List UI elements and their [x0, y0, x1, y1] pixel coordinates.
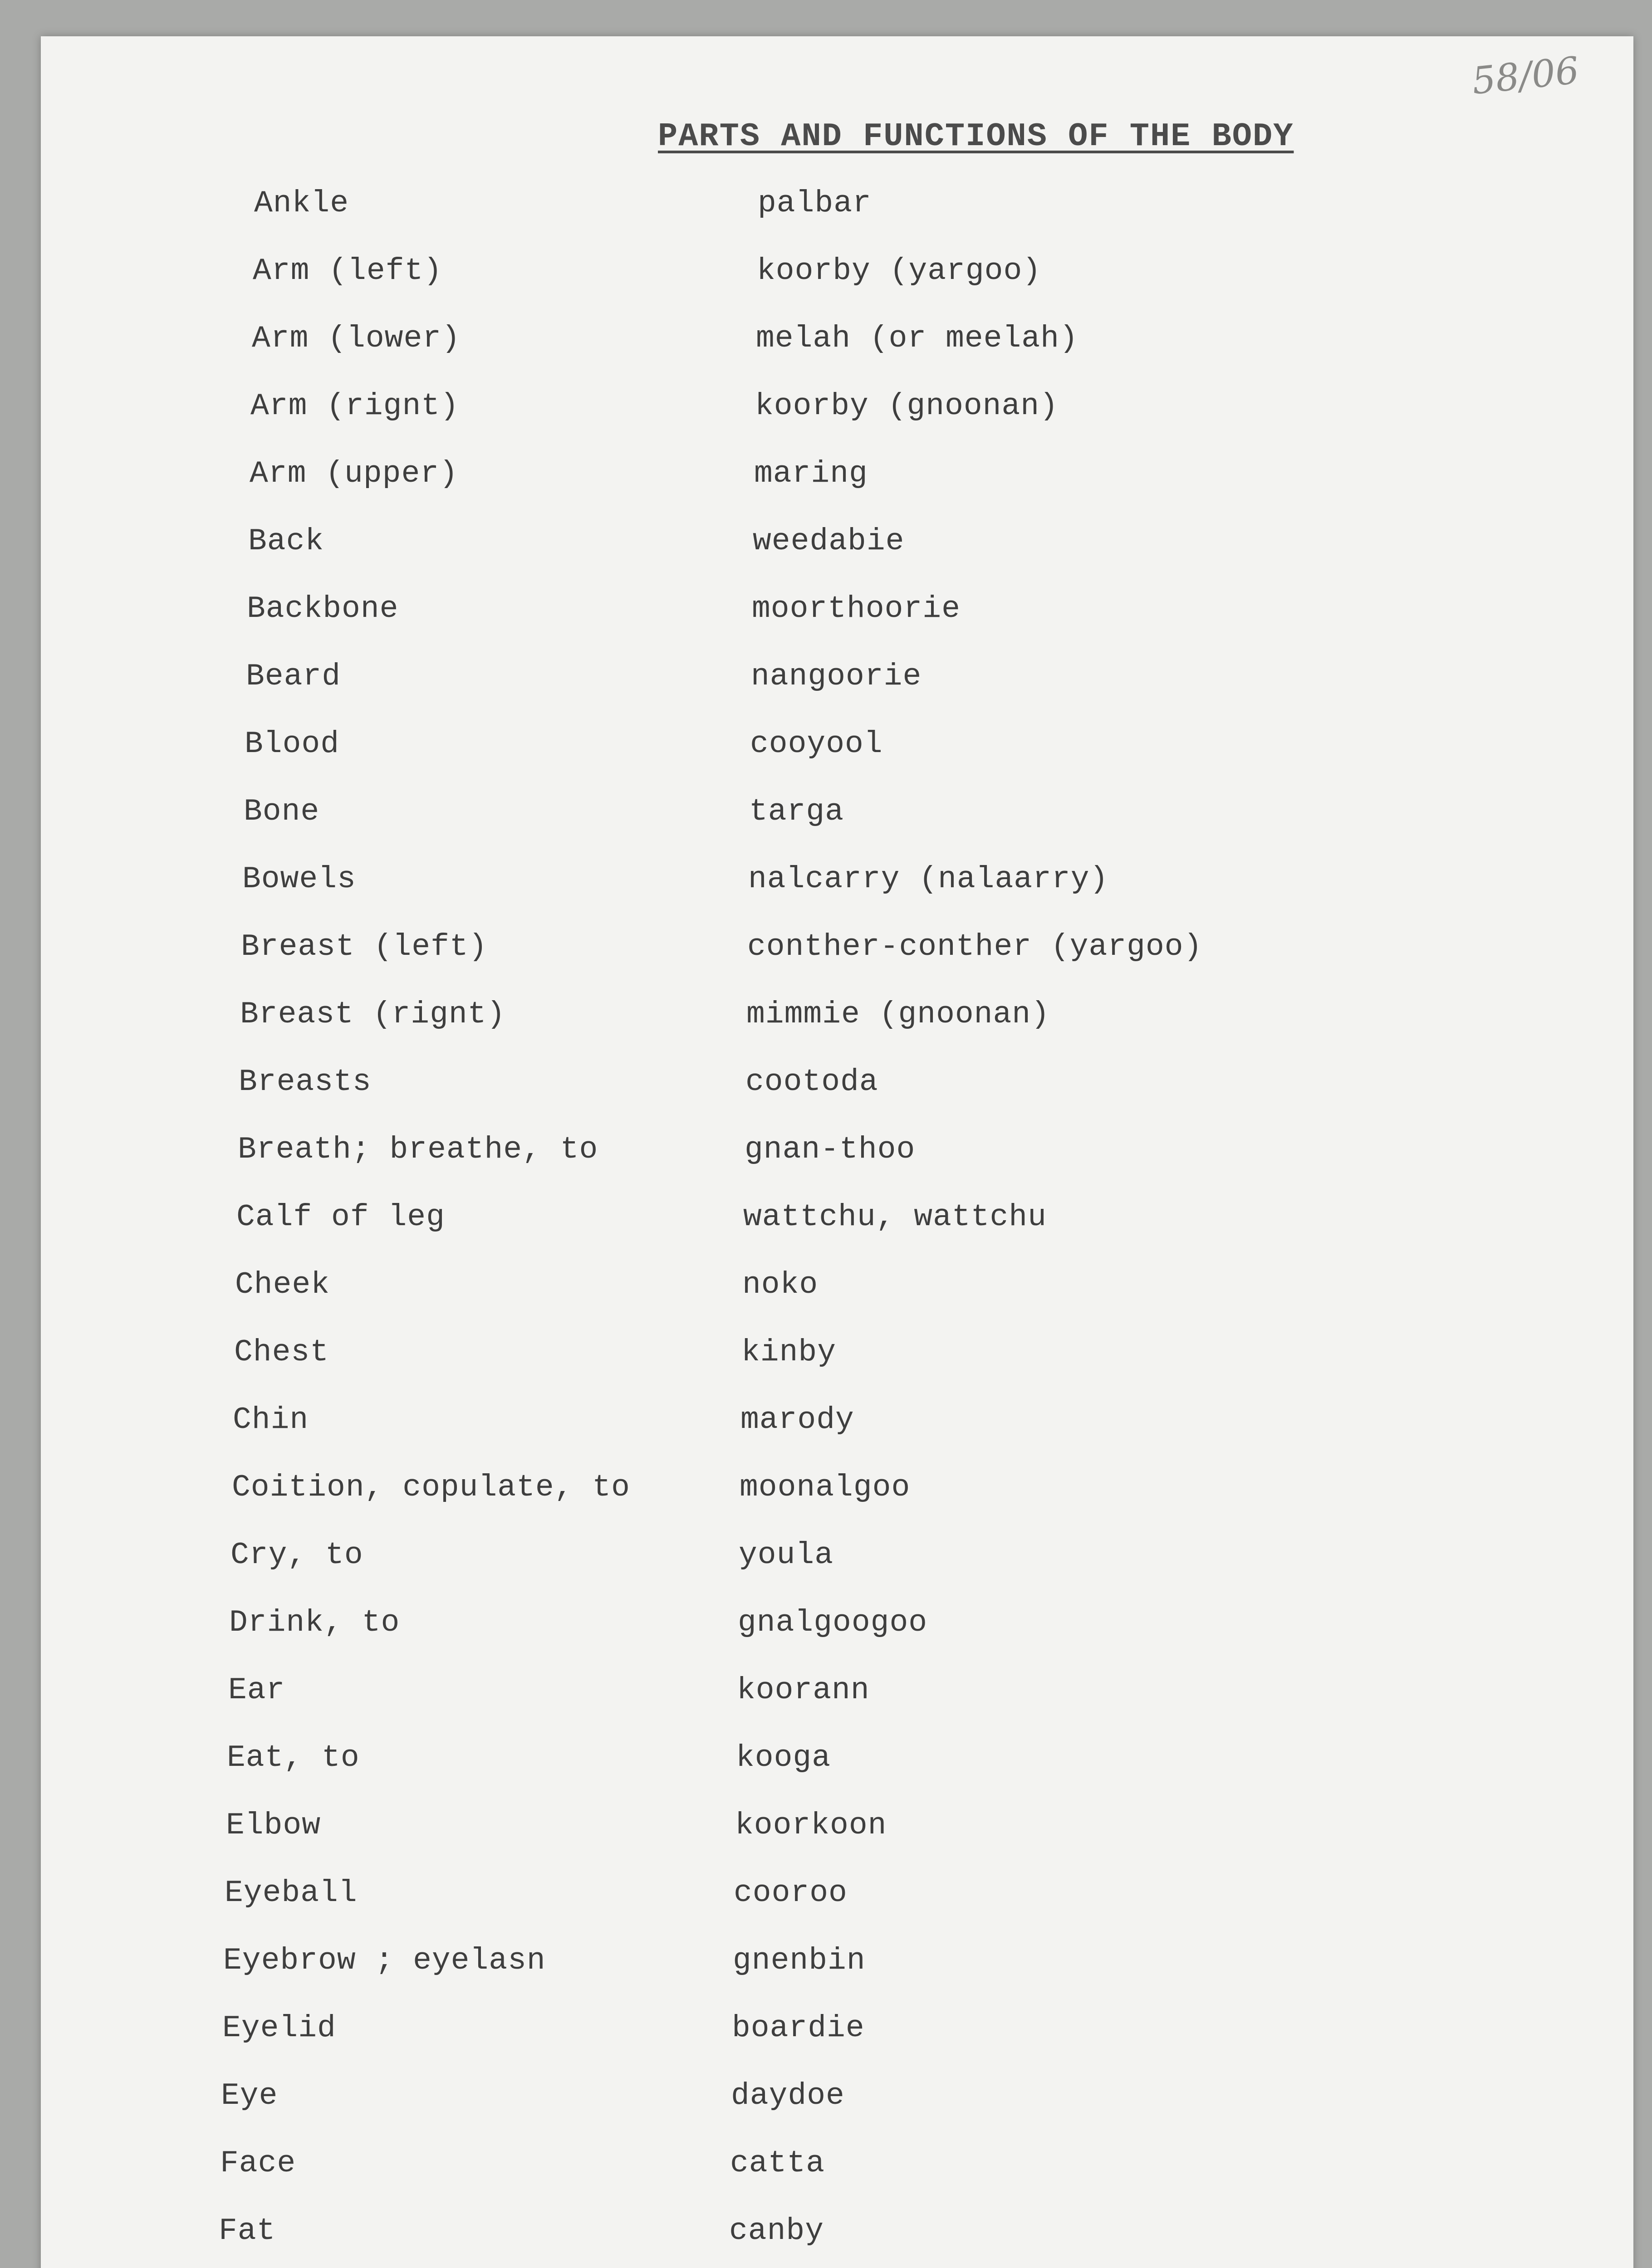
folio-number: 58/06: [1470, 49, 1581, 103]
list-item: [41, 1335, 1633, 1385]
english-term: Cry, to: [230, 1538, 363, 1573]
native-word: kooga: [736, 1740, 831, 1775]
list-item: [41, 997, 1633, 1047]
english-term: Eyebrow ; eyelasn: [223, 1943, 546, 1978]
native-word: cootoda: [745, 1065, 878, 1100]
native-word: conther-conther (yargoo): [747, 929, 1203, 964]
list-item: [41, 1876, 1633, 1926]
native-word: koorkoon: [735, 1808, 887, 1843]
document-page: [41, 36, 1633, 2268]
list-item: [41, 1808, 1633, 1858]
list-item: [41, 727, 1633, 777]
english-term: Eye: [221, 2078, 278, 2113]
native-word: mimmie (gnoonan): [746, 997, 1050, 1032]
english-term: Back: [248, 524, 324, 559]
english-term: Arm (rignt): [250, 389, 459, 424]
list-item: [41, 1065, 1633, 1114]
native-word: youla: [739, 1538, 834, 1573]
native-word: canby: [729, 2214, 824, 2248]
native-word: gnan-thoo: [745, 1132, 916, 1167]
english-term: Eyelid: [222, 2011, 336, 2046]
list-item: [41, 1132, 1633, 1182]
native-word: noko: [742, 1267, 819, 1302]
list-item: [41, 1943, 1633, 1993]
native-word: cooroo: [734, 1876, 848, 1911]
native-word: weedabie: [753, 524, 905, 559]
native-word: moonalgoo: [740, 1470, 911, 1505]
list-item: [41, 1403, 1633, 1452]
list-item: [41, 2011, 1633, 2061]
list-item: [41, 862, 1633, 912]
native-word: targa: [749, 794, 844, 829]
native-word: cooyool: [750, 727, 883, 762]
english-term: Bowels: [242, 862, 356, 897]
list-item: [41, 254, 1633, 303]
native-word: maring: [754, 456, 868, 491]
list-item: [41, 1605, 1633, 1655]
native-word: nangoorie: [751, 659, 922, 694]
english-term: Breast (rignt): [240, 997, 506, 1032]
english-term: Backbone: [247, 591, 399, 626]
native-word: moorthoorie: [752, 591, 961, 626]
list-item: [41, 2078, 1633, 2128]
list-item: [41, 591, 1633, 641]
list-item: [41, 1470, 1633, 1520]
english-term: Coition, copulate, to: [232, 1470, 630, 1505]
english-term: Calf of leg: [236, 1200, 445, 1235]
english-term: Eyeball: [225, 1876, 358, 1911]
list-item: [41, 389, 1633, 439]
list-item: [41, 321, 1633, 371]
english-term: Chin: [233, 1403, 309, 1437]
list-item: [41, 2214, 1633, 2263]
list-item: [41, 659, 1633, 709]
native-word: marody: [740, 1403, 854, 1437]
native-word: palbar: [758, 186, 872, 221]
list-item: [41, 524, 1633, 574]
list-item: [41, 186, 1633, 236]
native-word: gnalgoogoo: [738, 1605, 928, 1640]
list-item: [41, 1740, 1633, 1790]
english-term: Arm (upper): [250, 456, 458, 491]
list-item: [41, 1200, 1633, 1250]
native-word: daydoe: [731, 2078, 845, 2113]
english-term: Breath; breathe, to: [238, 1132, 598, 1167]
native-word: nalcarry (nalaarry): [748, 862, 1109, 897]
english-term: Face: [220, 2146, 296, 2181]
list-item: [41, 1538, 1633, 1588]
page-title: PARTS AND FUNCTIONS OF THE BODY: [658, 118, 1294, 155]
list-item: [41, 794, 1633, 844]
english-term: Blood: [245, 727, 340, 762]
native-word: wattchu, wattchu: [743, 1200, 1047, 1235]
native-word: koorann: [737, 1673, 870, 1708]
list-item: [41, 929, 1633, 979]
native-word: koorby (yargoo): [757, 254, 1042, 288]
native-word: boardie: [732, 2011, 865, 2046]
native-word: catta: [730, 2146, 825, 2181]
list-item: [41, 456, 1633, 506]
list-item: [41, 2146, 1633, 2196]
english-term: Drink, to: [229, 1605, 400, 1640]
native-word: gnenbin: [733, 1943, 866, 1978]
list-item: [41, 1673, 1633, 1723]
english-term: Arm (lower): [252, 321, 461, 356]
english-term: Bone: [244, 794, 320, 829]
english-term: Ankle: [254, 186, 349, 221]
english-term: Elbow: [226, 1808, 321, 1843]
english-term: Eat, to: [227, 1740, 360, 1775]
english-term: Beard: [246, 659, 341, 694]
english-term: Cheek: [235, 1267, 330, 1302]
native-word: kinby: [741, 1335, 837, 1370]
english-term: Arm (left): [253, 254, 443, 288]
english-term: Ear: [228, 1673, 285, 1708]
english-term: Fat: [219, 2214, 276, 2248]
english-term: Chest: [234, 1335, 329, 1370]
list-item: [41, 1267, 1633, 1317]
native-word: melah (or meelah): [756, 321, 1078, 356]
english-term: Breast (left): [241, 929, 488, 964]
english-term: Breasts: [239, 1065, 372, 1100]
native-word: koorby (gnoonan): [755, 389, 1059, 424]
